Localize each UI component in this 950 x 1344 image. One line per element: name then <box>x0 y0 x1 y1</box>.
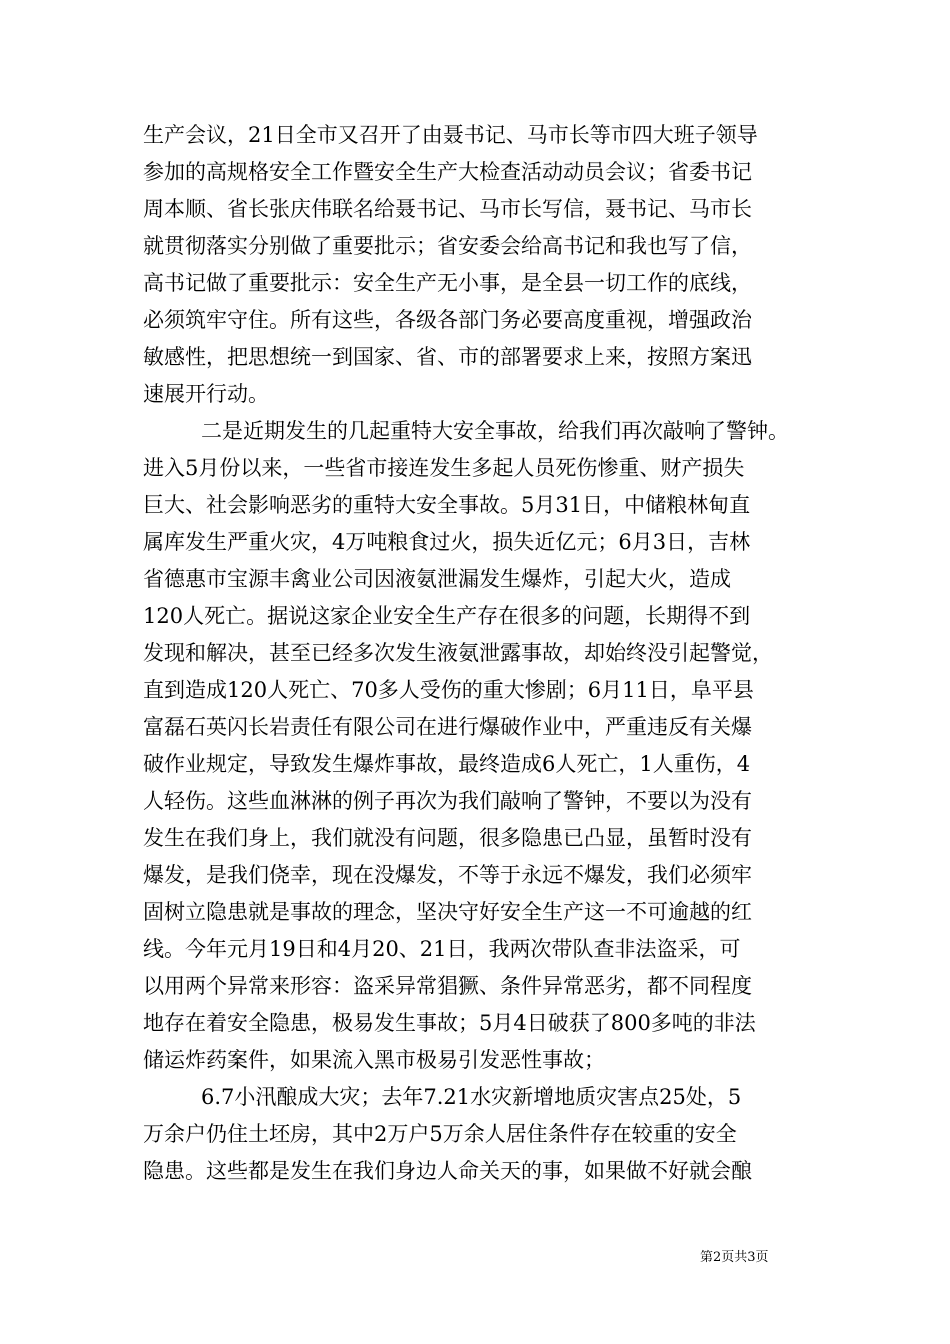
text-line: 线。今年元月19日和4月20、21日，我两次带队查非法盗采，可 <box>143 937 741 961</box>
paragraph-first-line: 6.7小汛酿成大灾；去年7.21水灾新增地质灾害点25处，5 <box>201 1085 742 1109</box>
text-line: 直到造成120人死亡、70多人受伤的重大惨剧；6月11日，阜平县 <box>143 678 754 702</box>
text-line: 必须筑牢守住。所有这些，各级各部门务必要高度重视，增强政治 <box>143 308 752 332</box>
text-line: 120人死亡。据说这家企业安全生产存在很多的问题，长期得不到 <box>143 604 751 628</box>
text-line: 敏感性，把思想统一到国家、省、市的部署要求上来，按照方案迅 <box>143 345 752 369</box>
text-line: 人轻伤。这些血淋淋的例子再次为我们敲响了警钟，不要以为没有 <box>143 789 752 813</box>
text-line: 爆发，是我们侥幸，现在没爆发，不等于永远不爆发，我们必须牢 <box>143 863 752 887</box>
text-line: 万余户仍住土坯房，其中2万户5万余人居住条件存在较重的安全 <box>143 1122 737 1146</box>
text-line: 发现和解决，甚至已经多次发生液氨泄露事故，却始终没引起警觉， <box>143 641 773 665</box>
text-line: 地存在着安全隐患，极易发生事故；5月4日破获了800多吨的非法 <box>143 1011 756 1035</box>
text-line: 速展开行动。 <box>143 382 269 406</box>
text-line: 隐患。这些都是发生在我们身边人命关天的事，如果做不好就会酿 <box>143 1159 752 1183</box>
text-line: 巨大、社会影响恶劣的重特大安全事故。5月31日，中储粮林甸直 <box>143 493 751 517</box>
text-line: 发生在我们身上，我们就没有问题，很多隐患已凸显，虽暂时没有 <box>143 826 752 850</box>
paragraph-first-line: 二是近期发生的几起重特大安全事故，给我们再次敲响了警钟。 <box>201 419 789 443</box>
text-line: 参加的高规格安全工作暨安全生产大检查活动动员会议；省委书记 <box>143 160 752 184</box>
text-line: 以用两个异常来形容：盗采异常猖獗、条件异常恶劣，都不同程度 <box>143 974 752 998</box>
text-line: 生产会议，21日全市又召开了由聂书记、马市长等市四大班子领导 <box>143 123 758 147</box>
text-line: 破作业规定，导致发生爆炸事故，最终造成6人死亡，1人重伤，4 <box>143 752 751 776</box>
text-line: 就贯彻落实分别做了重要批示；省安委会给高书记和我也写了信， <box>143 234 752 258</box>
text-line: 周本顺、省长张庆伟联名给聂书记、马市长写信，聂书记、马市长 <box>143 197 752 221</box>
page-number-footer: 第2页共3页 <box>700 1250 769 1265</box>
text-line: 富磊石英闪长岩责任有限公司在进行爆破作业中，严重违反有关爆 <box>143 715 752 739</box>
text-line: 高书记做了重要批示：安全生产无小事，是全县一切工作的底线， <box>143 271 752 295</box>
text-line: 固树立隐患就是事故的理念，坚决守好安全生产这一不可逾越的红 <box>143 900 752 924</box>
text-line: 属库发生严重火灾，4万吨粮食过火，损失近亿元；6月3日，吉林 <box>143 530 751 554</box>
text-line: 储运炸药案件，如果流入黑市极易引发恶性事故； <box>143 1048 605 1072</box>
text-line: 进入5月份以来，一些省市接连发生多起人员死伤惨重、财产损失 <box>143 456 745 480</box>
text-line: 省德惠市宝源丰禽业公司因液氨泄漏发生爆炸，引起大火，造成 <box>143 567 731 591</box>
